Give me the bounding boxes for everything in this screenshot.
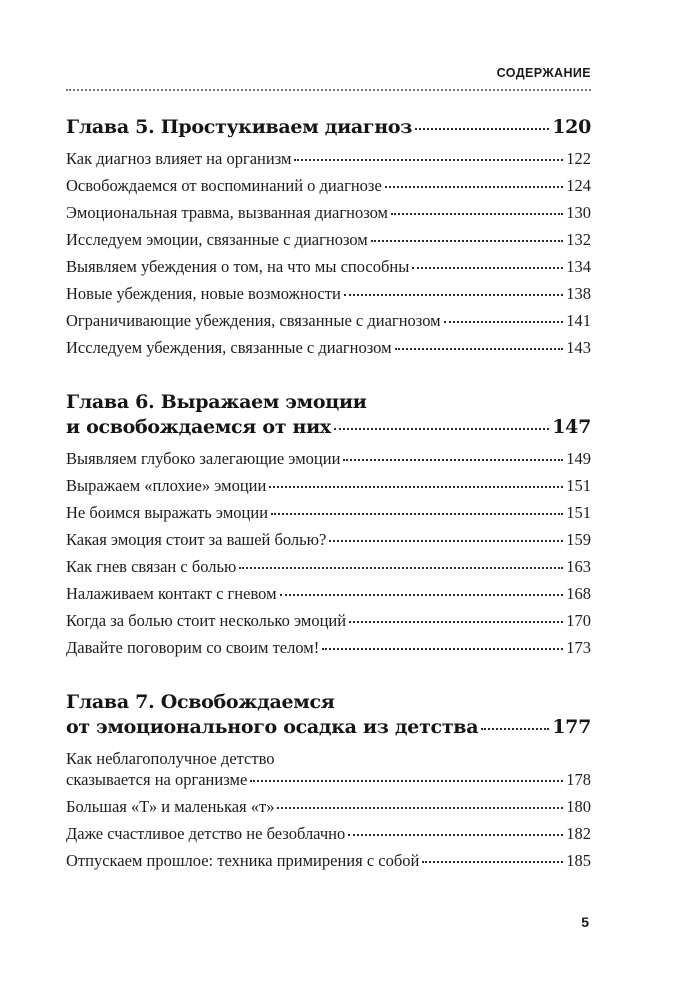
entry-title-line: Как неблагополучное детство bbox=[66, 749, 275, 768]
dot-leader bbox=[269, 486, 563, 488]
dot-leader bbox=[250, 780, 563, 782]
dot-leader bbox=[415, 128, 549, 130]
entry-row bbox=[66, 610, 591, 631]
entry-page-number: 182 bbox=[566, 824, 591, 843]
entry-page-number: 130 bbox=[566, 203, 591, 222]
toc-entry bbox=[66, 637, 591, 658]
dot-leader bbox=[334, 428, 549, 430]
toc-entry bbox=[66, 202, 591, 223]
dot-leader bbox=[343, 459, 563, 461]
dot-leader bbox=[371, 240, 563, 242]
entry-title-line: Освобождаемся от воспоминаний о диагнозе bbox=[66, 176, 382, 195]
toc-entry bbox=[66, 475, 591, 496]
entry-page-number: 170 bbox=[566, 611, 591, 630]
table-of-contents bbox=[66, 115, 591, 877]
toc-entry bbox=[66, 337, 591, 358]
entry-title-line: Выражаем «плохие» эмоции bbox=[66, 476, 267, 495]
entry-page-number: 143 bbox=[566, 338, 591, 357]
entry-title-line: Исследуем эмоции, связанные с диагнозом bbox=[66, 230, 368, 249]
entry-row bbox=[66, 796, 591, 817]
entry-title-line: Ограничивающие убеждения, связанные с диагнозом bbox=[66, 311, 441, 330]
toc-entry bbox=[66, 823, 591, 844]
chapter-title-row bbox=[66, 115, 591, 140]
entry-row bbox=[66, 502, 591, 523]
entry-page-number: 124 bbox=[566, 176, 591, 195]
toc-entry bbox=[66, 583, 591, 604]
entry-title-line: Давайте поговорим со своим телом! bbox=[66, 638, 320, 657]
entry-title-line: Когда за болью стоит несколько эмоций bbox=[66, 611, 347, 630]
entry-title-line: Какая эмоция стоит за вашей болью? bbox=[66, 530, 327, 549]
entry-row bbox=[66, 823, 591, 844]
entry-row bbox=[66, 769, 591, 790]
entry-row bbox=[66, 310, 591, 331]
page-number: 5 bbox=[581, 914, 589, 930]
chapter-title-row bbox=[66, 715, 591, 740]
dot-leader bbox=[422, 861, 563, 863]
entry-title-line: Новые убеждения, новые возможности bbox=[66, 284, 341, 303]
entry-row bbox=[66, 448, 591, 469]
entry-row bbox=[66, 202, 591, 223]
dot-leader bbox=[348, 834, 563, 836]
toc-entry bbox=[66, 556, 591, 577]
entry-row bbox=[66, 256, 591, 277]
toc-entry bbox=[66, 256, 591, 277]
entry-title-line: Эмоциональная травма, вызванная диагнозом bbox=[66, 203, 388, 222]
entry-page-number: 159 bbox=[566, 530, 591, 549]
entry-page-number: 134 bbox=[566, 257, 591, 276]
entry-page-number: 122 bbox=[566, 149, 591, 168]
toc-entry bbox=[66, 148, 591, 169]
entry-page-number: 132 bbox=[566, 230, 591, 249]
toc-entry bbox=[66, 850, 591, 871]
toc-entry bbox=[66, 529, 591, 550]
entry-row bbox=[66, 637, 591, 658]
chapter-title-line: и освобождаемся от них bbox=[66, 416, 331, 438]
entry-page-number: 163 bbox=[566, 557, 591, 576]
toc-entry bbox=[66, 448, 591, 469]
chapter-heading bbox=[66, 390, 591, 440]
toc-entry bbox=[66, 610, 591, 631]
toc-entry bbox=[66, 310, 591, 331]
chapter-page-number: 120 bbox=[552, 116, 591, 138]
toc-entry bbox=[66, 175, 591, 196]
chapter-page-number: 147 bbox=[552, 416, 591, 438]
chapter-title-line: Глава 6. Выражаем эмоции bbox=[66, 391, 367, 413]
dot-leader bbox=[412, 267, 563, 269]
entry-page-number: 168 bbox=[566, 584, 591, 603]
chapter-title-line: Глава 5. Простукиваем диагноз bbox=[66, 116, 413, 138]
chapter-title-line: Глава 7. Освобождаемся bbox=[66, 691, 335, 713]
chapter-page-number: 177 bbox=[552, 716, 591, 738]
chapter-title-line: от эмоционального осадка из детства bbox=[66, 716, 479, 738]
entry-page-number: 151 bbox=[566, 503, 591, 522]
toc-chapter bbox=[66, 690, 591, 871]
entry-page-number: 138 bbox=[566, 284, 591, 303]
toc-entry bbox=[66, 283, 591, 304]
dot-leader bbox=[294, 159, 563, 161]
entry-title-line: Выявляем убеждения о том, на что мы способны bbox=[66, 257, 410, 276]
entry-row bbox=[66, 148, 591, 169]
entry-row bbox=[66, 556, 591, 577]
dot-leader bbox=[391, 213, 563, 215]
dot-leader bbox=[239, 567, 563, 569]
entry-page-number: 180 bbox=[566, 797, 591, 816]
entry-title-line: Даже счастливое детство не безоблачно bbox=[66, 824, 346, 843]
dot-leader bbox=[395, 348, 564, 350]
entry-page-number: 178 bbox=[566, 770, 591, 789]
chapter-heading bbox=[66, 690, 591, 740]
entry-title-line: Как гнев связан с болью bbox=[66, 557, 237, 576]
chapter-heading bbox=[66, 115, 591, 140]
entry-title-line: Исследуем убеждения, связанные с диагнозом bbox=[66, 338, 392, 357]
dot-leader bbox=[322, 648, 563, 650]
entry-page-number: 141 bbox=[566, 311, 591, 330]
entry-page-number: 185 bbox=[566, 851, 591, 870]
entry-title-line: Отпускаем прошлое: техника примирения с собой bbox=[66, 851, 420, 870]
toc-chapter bbox=[66, 390, 591, 658]
entry-row bbox=[66, 850, 591, 871]
entry-row bbox=[66, 475, 591, 496]
entry-title-line: сказывается на организме bbox=[66, 770, 248, 789]
toc-entry bbox=[66, 229, 591, 250]
entry-row bbox=[66, 529, 591, 550]
entry-title-line: Как диагноз влияет на организм bbox=[66, 149, 292, 168]
dot-leader bbox=[385, 186, 563, 188]
entry-title-line: Налаживаем контакт с гневом bbox=[66, 584, 277, 603]
chapter-title-row bbox=[66, 415, 591, 440]
dot-leader bbox=[481, 728, 549, 730]
entry-row bbox=[66, 583, 591, 604]
entry-row bbox=[66, 229, 591, 250]
entry-title-line: Большая «Т» и маленькая «т» bbox=[66, 797, 275, 816]
entry-page-number: 149 bbox=[566, 449, 591, 468]
dot-leader bbox=[280, 594, 564, 596]
toc-entry bbox=[66, 796, 591, 817]
running-head-title: СОДЕРЖАНИЕ bbox=[496, 66, 591, 80]
dot-leader bbox=[349, 621, 563, 623]
entry-row bbox=[66, 283, 591, 304]
header-dotted-rule bbox=[66, 89, 591, 91]
dot-leader bbox=[444, 321, 564, 323]
toc-entry bbox=[66, 502, 591, 523]
entry-row bbox=[66, 175, 591, 196]
toc-entry bbox=[66, 748, 591, 790]
dot-leader bbox=[344, 294, 563, 296]
dot-leader bbox=[271, 513, 563, 515]
entry-page-number: 173 bbox=[566, 638, 591, 657]
toc-chapter bbox=[66, 115, 591, 358]
entry-title-line: Выявляем глубоко залегающие эмоции bbox=[66, 449, 341, 468]
entry-page-number: 151 bbox=[566, 476, 591, 495]
entry-row bbox=[66, 337, 591, 358]
dot-leader bbox=[329, 540, 563, 542]
dot-leader bbox=[277, 807, 563, 809]
entry-title-line: Не боимся выражать эмоции bbox=[66, 503, 269, 522]
